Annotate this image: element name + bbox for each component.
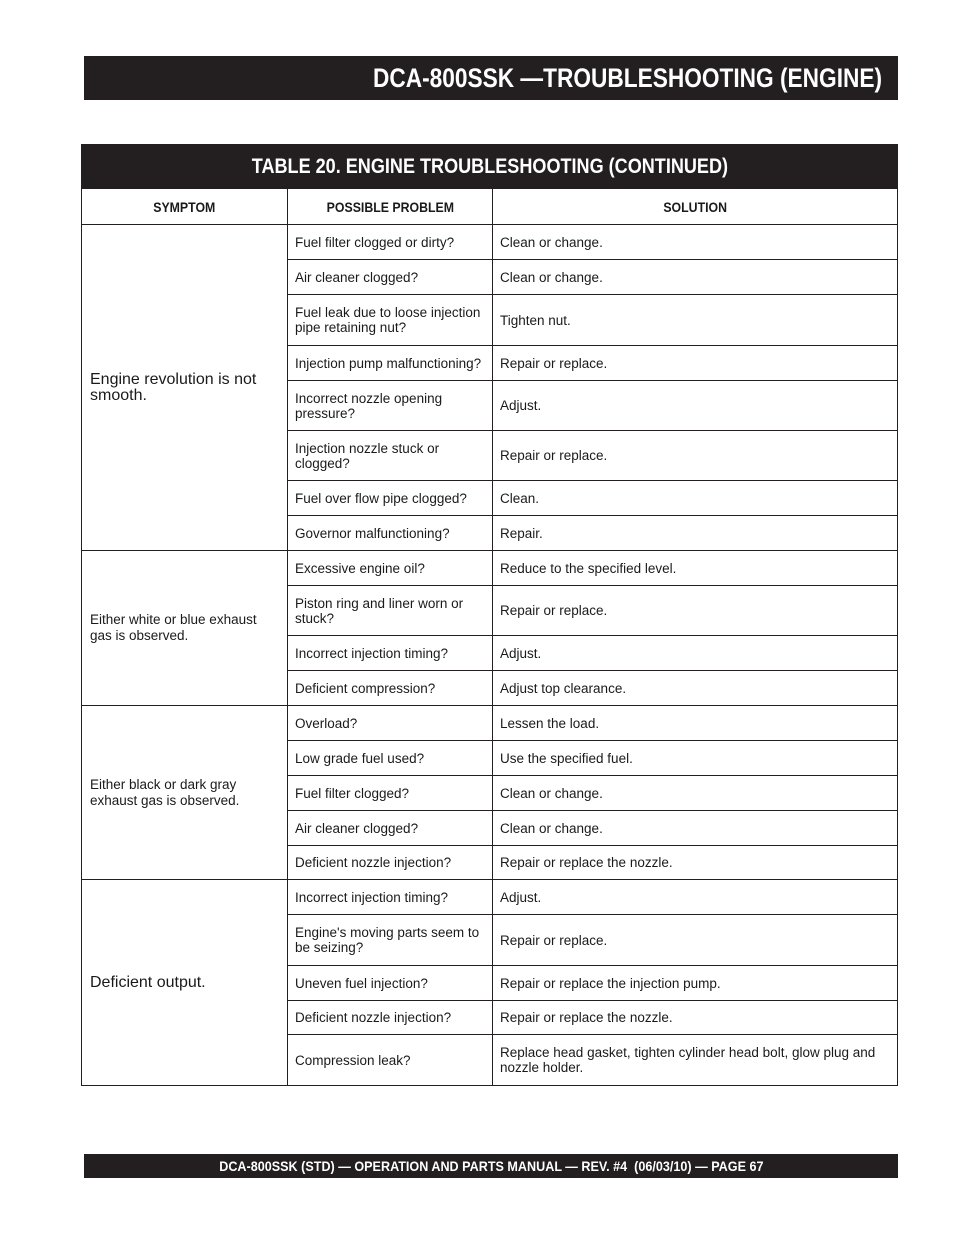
- table-row: [82, 225, 898, 260]
- problem-cell: Injection pump malfunctioning?: [288, 346, 493, 381]
- solution-cell: Clean or change.: [493, 811, 898, 846]
- table-header-row: [82, 189, 898, 225]
- solution-cell: Reduce to the specified level.: [493, 551, 898, 586]
- page-title-bar: [84, 56, 898, 100]
- problem-cell: Governor malfunctioning?: [288, 516, 493, 551]
- solution-cell: Use the specified fuel.: [493, 741, 898, 776]
- solution-cell: Adjust.: [493, 381, 898, 431]
- solution-cell: Repair.: [493, 516, 898, 551]
- symptom-cell: Either white or blue exhaust gas is observed.: [82, 551, 288, 706]
- solution-cell: Adjust.: [493, 636, 898, 671]
- problem-cell: Deficient nozzle injection?: [288, 846, 493, 880]
- footer-bar: [84, 1154, 898, 1178]
- header-symptom: SYMPTOM: [82, 189, 288, 225]
- problem-cell: Air cleaner clogged?: [288, 260, 493, 295]
- solution-cell: Repair or replace the nozzle.: [493, 1001, 898, 1035]
- problem-cell: Fuel over flow pipe clogged?: [288, 481, 493, 516]
- solution-cell: Replace head gasket, tighten cylinder head bolt, glow plug and nozzle holder.: [493, 1035, 898, 1086]
- problem-cell: Fuel leak due to loose injection pipe retaining nut?: [288, 295, 493, 346]
- problem-cell: Piston ring and liner worn or stuck?: [288, 586, 493, 636]
- solution-cell: Clean or change.: [493, 225, 898, 260]
- solution-cell: Adjust.: [493, 880, 898, 915]
- symptom-cell: Either black or dark gray exhaust gas is observed.: [82, 706, 288, 880]
- solution-cell: Repair or replace.: [493, 346, 898, 381]
- solution-cell: Repair or replace the injection pump.: [493, 966, 898, 1001]
- solution-cell: Repair or replace the nozzle.: [493, 846, 898, 880]
- header-solution: SOLUTION: [493, 189, 898, 225]
- solution-cell: Clean or change.: [493, 260, 898, 295]
- problem-cell: Uneven fuel injection?: [288, 966, 493, 1001]
- symptom-cell: Deficient output.: [82, 880, 288, 1086]
- table-row: [82, 551, 898, 586]
- problem-cell: Engine's moving parts seem to be seizing?: [288, 915, 493, 966]
- solution-cell: Lessen the load.: [493, 706, 898, 741]
- page-title: DCA-800SSK —TROUBLESHOOTING (ENGINE): [372, 62, 882, 93]
- problem-cell: Compression leak?: [288, 1035, 493, 1086]
- solution-cell: Repair or replace.: [493, 431, 898, 481]
- symptom-cell: Engine revolution is not smooth.: [82, 225, 288, 551]
- problem-cell: Incorrect injection timing?: [288, 636, 493, 671]
- table-title-bar: [82, 145, 898, 189]
- troubleshooting-table: [81, 144, 898, 1086]
- solution-cell: Clean or change.: [493, 776, 898, 811]
- header-possible-problem: POSSIBLE PROBLEM: [288, 189, 493, 225]
- problem-cell: Low grade fuel used?: [288, 741, 493, 776]
- solution-cell: Tighten nut.: [493, 295, 898, 346]
- problem-cell: Overload?: [288, 706, 493, 741]
- table-row: [82, 880, 898, 915]
- problem-cell: Incorrect injection timing?: [288, 880, 493, 915]
- table-row: [82, 706, 898, 741]
- solution-cell: Repair or replace.: [493, 915, 898, 966]
- problem-cell: Excessive engine oil?: [288, 551, 493, 586]
- problem-cell: Deficient nozzle injection?: [288, 1001, 493, 1035]
- problem-cell: Deficient compression?: [288, 671, 493, 706]
- solution-cell: Repair or replace.: [493, 586, 898, 636]
- solution-cell: Adjust top clearance.: [493, 671, 898, 706]
- problem-cell: Incorrect nozzle opening pressure?: [288, 381, 493, 431]
- problem-cell: Fuel filter clogged or dirty?: [288, 225, 493, 260]
- table-title: TABLE 20. ENGINE TROUBLESHOOTING (CONTINUED): [251, 154, 728, 178]
- problem-cell: Air cleaner clogged?: [288, 811, 493, 846]
- footer-text: DCA-800SSK (STD) — OPERATION AND PARTS MANUAL — REV. #4 (06/03/10) — PAGE 67: [218, 1158, 764, 1174]
- solution-cell: Clean.: [493, 481, 898, 516]
- problem-cell: Fuel filter clogged?: [288, 776, 493, 811]
- problem-cell: Injection nozzle stuck or clogged?: [288, 431, 493, 481]
